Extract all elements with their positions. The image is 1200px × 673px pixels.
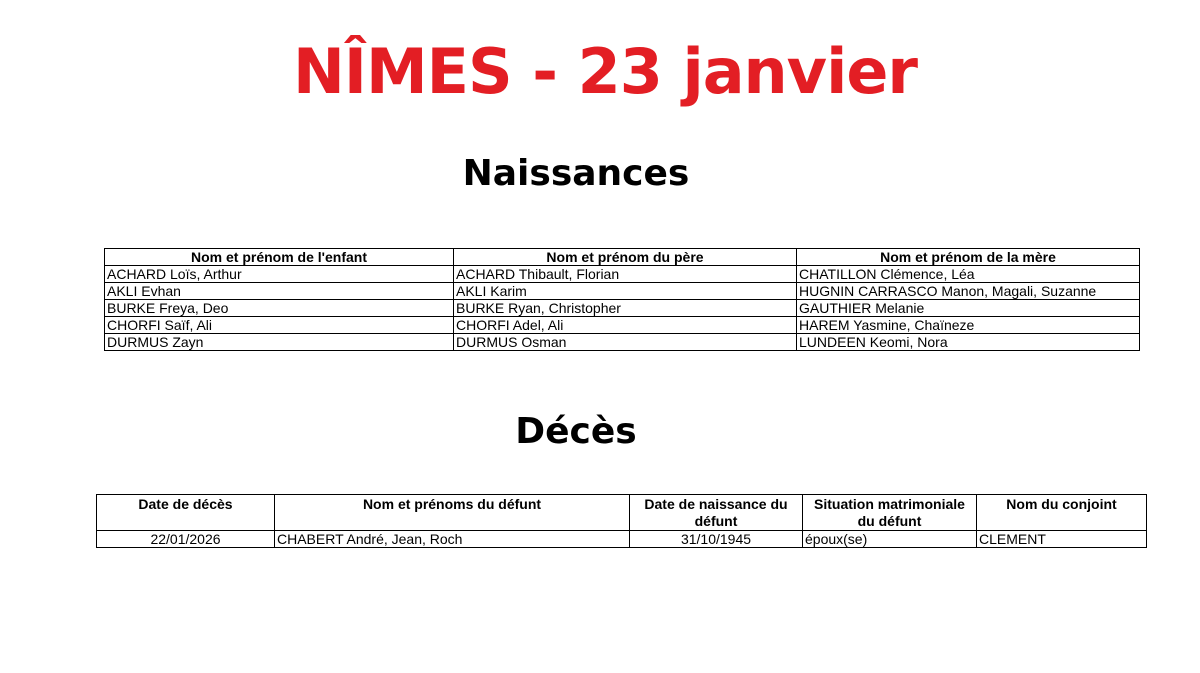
column-header-child: Nom et prénom de l'enfant	[105, 249, 454, 266]
table-row	[105, 300, 1140, 317]
table-row	[105, 266, 1140, 283]
child-name-cell: CHORFI Saïf, Ali	[105, 317, 454, 334]
mother-name-cell: HUGNIN CARRASCO Manon, Magali, Suzanne	[797, 283, 1140, 300]
deaths-table	[96, 494, 1147, 548]
mother-name-cell: CHATILLON Clémence, Léa	[797, 266, 1140, 283]
child-name-cell: AKLI Evhan	[105, 283, 454, 300]
page-title: NÎMES - 23 janvier	[293, 35, 917, 108]
father-name-cell: DURMUS Osman	[454, 334, 797, 351]
mother-name-cell: HAREM Yasmine, Chaïneze	[797, 317, 1140, 334]
mother-name-cell: GAUTHIER Melanie	[797, 300, 1140, 317]
marital-status-cell: époux(se)	[803, 531, 977, 548]
child-name-cell: ACHARD Loïs, Arthur	[105, 266, 454, 283]
deaths-heading: Décès	[515, 411, 637, 452]
column-header-spouse-name: Nom du conjoint	[977, 495, 1147, 531]
column-header-deceased-name: Nom et prénoms du défunt	[275, 495, 630, 531]
deceased-name-cell: CHABERT André, Jean, Roch	[275, 531, 630, 548]
column-header-mother: Nom et prénom de la mère	[797, 249, 1140, 266]
child-name-cell: BURKE Freya, Deo	[105, 300, 454, 317]
table-header-row	[97, 495, 1147, 531]
column-header-father: Nom et prénom du père	[454, 249, 797, 266]
column-header-marital-status: Situation matrimoniale du défunt	[803, 495, 977, 531]
column-header-birth-date: Date de naissance du défunt	[630, 495, 803, 531]
spouse-name-cell: CLEMENT	[977, 531, 1147, 548]
child-name-cell: DURMUS Zayn	[105, 334, 454, 351]
table-row	[105, 334, 1140, 351]
column-header-death-date: Date de décès	[97, 495, 275, 531]
mother-name-cell: LUNDEEN Keomi, Nora	[797, 334, 1140, 351]
table-row	[105, 317, 1140, 334]
cropped-text-fragment	[98, 470, 238, 478]
father-name-cell: AKLI Karim	[454, 283, 797, 300]
table-row	[97, 531, 1147, 548]
father-name-cell: CHORFI Adel, Ali	[454, 317, 797, 334]
father-name-cell: BURKE Ryan, Christopher	[454, 300, 797, 317]
births-heading: Naissances	[462, 153, 690, 194]
table-header-row	[105, 249, 1140, 266]
birth-date-cell: 31/10/1945	[630, 531, 803, 548]
births-table	[104, 248, 1140, 351]
death-date-cell: 22/01/2026	[97, 531, 275, 548]
father-name-cell: ACHARD Thibault, Florian	[454, 266, 797, 283]
table-row	[105, 283, 1140, 300]
